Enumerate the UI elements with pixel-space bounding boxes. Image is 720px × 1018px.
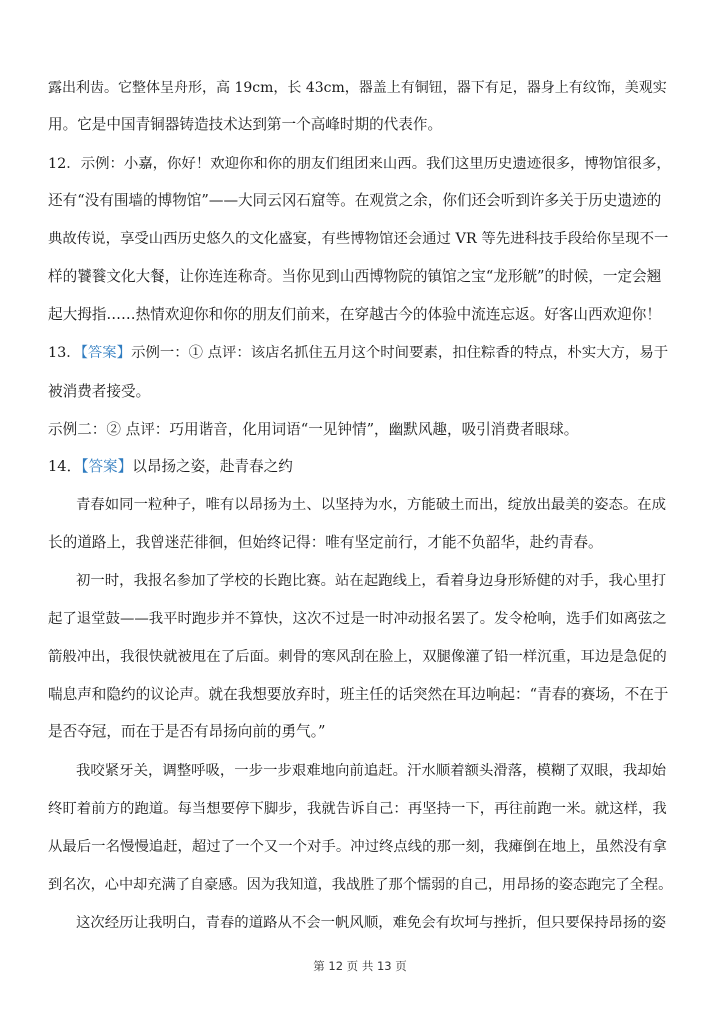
essay-paragraph-line: 喘息声和隐约的议论声。就在我想要放弃时，班主任的话突然在耳边响起：“青春的赛场，不在于	[48, 686, 669, 703]
question-13-line	[48, 343, 668, 363]
essay-paragraph-line: 是否夺冠，而在于是否有昂扬向前的勇气。”	[48, 723, 326, 740]
text-line: 起大拇指……热情欢迎你和你的朋友们前来，在穿越古今的体验中流连忘返。好客山西欢迎你！	[48, 306, 661, 323]
essay-paragraph-line: 长的道路上，我曾迷茫徘徊，但始终记得：唯有坚定前行，才能不负韶华，赴约青春。	[48, 534, 603, 551]
essay-paragraph-line: 箭般冲出，我很快就被甩在了后面。刺骨的寒风刮在脸上，双腿像灌了铅一样沉重，耳边是急促的	[48, 649, 667, 665]
essay-paragraph-line: 我咬紧牙关，调整呼吸，一步一步艰难地向前追赶。汗水顺着额头滑落，模糊了双眼，我却始	[76, 763, 667, 779]
answer-tag: 【答案】	[80, 345, 132, 361]
essay-paragraph-line: 青春如同一粒种子，唯有以昂扬为土、以坚持为水，方能破土而出，绽放出最美的姿态。在成	[76, 497, 667, 513]
text-line: 12．示例：小嘉，你好！欢迎你和你的朋友们组团来山西。我们这里历史遗迹很多，博物馆很多，	[48, 156, 671, 172]
essay-title: 以昂扬之姿，赴青春之约	[132, 458, 293, 475]
text-line: 还有“没有围墙的博物馆”——大同云冈石窟等。在观赏之余，你们还会听到许多关于历史遗迹的	[48, 192, 662, 209]
page-number-footer: 第 12 页 共 13 页	[313, 959, 407, 973]
question-number: 14．	[48, 458, 82, 475]
answer-tag: 【答案】	[81, 458, 133, 475]
text-line: 示例二：② 点评：巧用谐音，化用词语“一见钟情”，幽默风趣，吸引消费者眼球。	[48, 421, 579, 438]
question-number: 13．	[48, 345, 81, 361]
text-line: 用。它是中国青铜器铸造技术达到第一个高峰时期的代表作。	[48, 116, 443, 133]
essay-paragraph-line: 起了退堂鼓——我平时跑步并不算快，这次不过是一时冲动报名罢了。发令枪响，选手们如离弦之	[48, 611, 667, 627]
text-line: 露出利齿。它整体呈舟形，高 19cm，长 43cm，器盖上有铜钮，器下有足，器身上有纹饰，美观实	[48, 80, 667, 96]
answer-text: 示例一：① 点评：该店名抓住五月这个时间要素，扣住粽香的特点，朴实大方，易于	[131, 345, 669, 361]
text-line: 被消费者接受。	[48, 383, 151, 400]
essay-paragraph-line: 到名次，心中却充满了自豪感。因为我知道，我战胜了那个懦弱的自己，用昂扬的姿态跑完了全程。	[48, 877, 673, 893]
essay-paragraph-line: 这次经历让我明白，青春的道路从不会一帆风顺，难免会有坎坷与挫折，但只要保持昂扬的姿	[76, 915, 667, 931]
text-line: 样的饕餮文化大餐，让你连连称奇。当你见到山西博物院的镇馆之宝“龙形觥”的时候，一定会翘	[48, 268, 662, 285]
text-line: 典故传说，享受山西历史悠久的文化盛宴，有些博物馆还会通过 VR 等先进科技手段给你呈现不一	[48, 231, 669, 247]
question-14-line	[48, 457, 293, 477]
essay-paragraph-line: 终盯着前方的跑道。每当想要停下脚步，我就告诉自己：再坚持一下，再往前跑一米。就这样，我	[48, 801, 667, 817]
essay-paragraph-line: 初一时，我报名参加了学校的长跑比赛。站在起跑线上，看着身边身形矫健的对手，我心里打	[76, 573, 667, 589]
essay-paragraph-line: 从最后一名慢慢追赶，超过了一个又一个对手。冲过终点线的那一刻，我瘫倒在地上，虽然没有拿	[48, 839, 667, 855]
